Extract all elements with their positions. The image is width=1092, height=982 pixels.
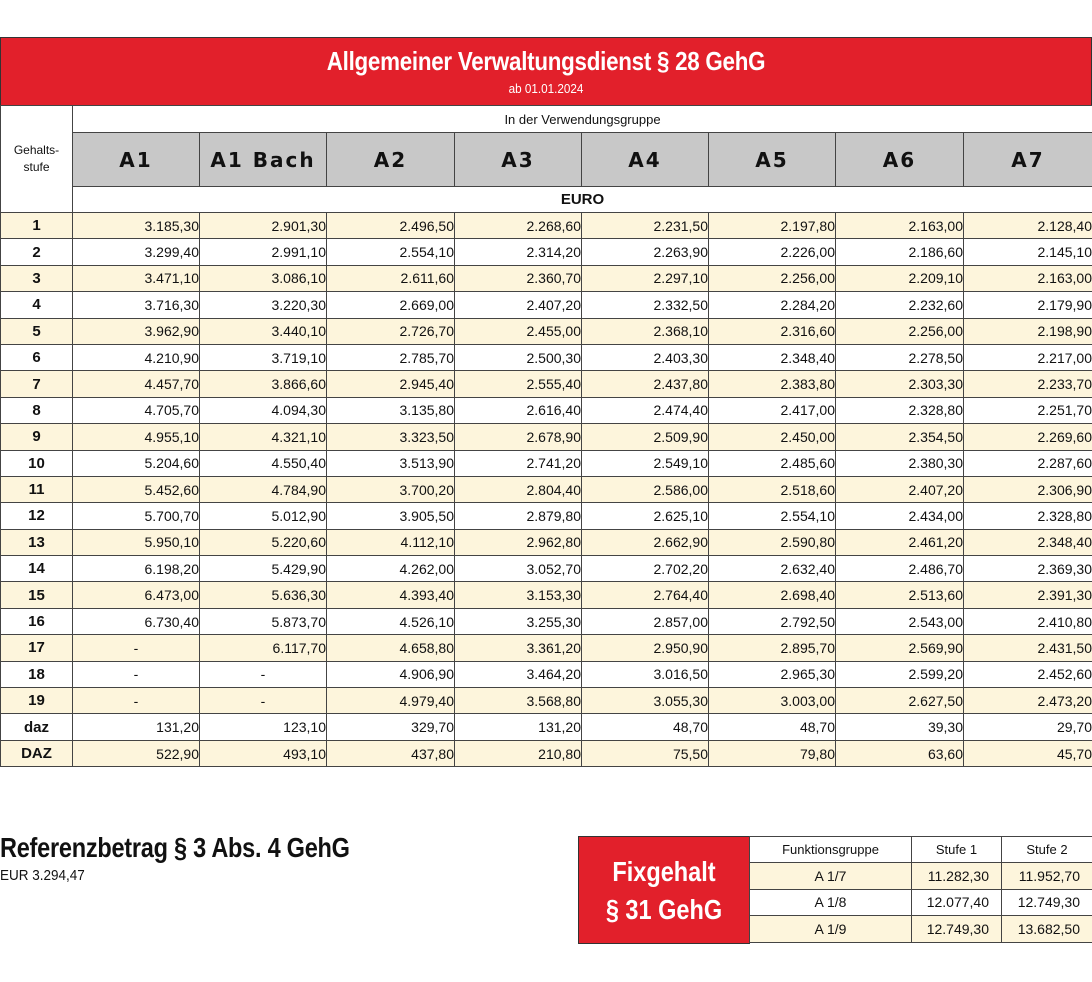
salary-cell: 2.163,00 — [964, 265, 1092, 291]
salary-cell: 5.873,70 — [200, 608, 327, 634]
salary-cell: 2.198,90 — [964, 318, 1092, 344]
group-header-cell: A2 — [327, 133, 455, 187]
salary-cell: 2.678,90 — [455, 424, 582, 450]
salary-cell: 2.945,40 — [327, 371, 455, 397]
salary-cell: 2.792,50 — [709, 608, 836, 634]
salary-cell: 3.719,10 — [200, 344, 327, 370]
salary-cell: 2.360,70 — [455, 265, 582, 291]
salary-cell: 45,70 — [964, 740, 1092, 766]
salary-cell: 2.554,10 — [709, 503, 836, 529]
salary-cell: 2.348,40 — [964, 529, 1092, 555]
salary-cell: 2.543,00 — [836, 608, 964, 634]
salary-cell: - — [73, 661, 200, 687]
salary-cell: 2.549,10 — [582, 450, 709, 476]
group-header-cell: A6 — [836, 133, 964, 187]
stufe-label: 13 — [1, 529, 73, 555]
valid-from-date: ab 01.01.2024 — [508, 81, 584, 96]
salary-cell: 5.700,70 — [73, 503, 200, 529]
salary-cell: 2.991,10 — [200, 239, 327, 265]
salary-cell: 3.185,30 — [73, 213, 200, 239]
salary-cell: 2.632,40 — [709, 556, 836, 582]
salary-cell: 2.217,00 — [964, 344, 1092, 370]
fixgehalt-stufe2-cell: 13.682,50 — [1002, 916, 1092, 943]
salary-cell: 2.611,60 — [327, 265, 455, 291]
salary-cell: 2.965,30 — [709, 661, 836, 687]
salary-cell: 2.226,00 — [709, 239, 836, 265]
salary-cell: 2.555,40 — [455, 371, 582, 397]
stufe-label: 2 — [1, 239, 73, 265]
salary-cell: 5.204,60 — [73, 450, 200, 476]
salary-cell: 2.509,90 — [582, 424, 709, 450]
salary-cell: 3.052,70 — [455, 556, 582, 582]
salary-cell: 4.210,90 — [73, 344, 200, 370]
fixgehalt-gruppe-cell: A 1/7 — [750, 863, 912, 890]
table-row — [1, 556, 1092, 582]
salary-cell: 2.500,30 — [455, 344, 582, 370]
salary-cell: 2.391,30 — [964, 582, 1092, 608]
salary-cell: 2.403,30 — [582, 344, 709, 370]
salary-cell: 2.901,30 — [200, 213, 327, 239]
salary-cell: 2.332,50 — [582, 292, 709, 318]
salary-cell: 437,80 — [327, 740, 455, 766]
group-header-row — [1, 133, 1092, 187]
salary-cell: 2.950,90 — [582, 635, 709, 661]
salary-cell: 2.256,00 — [836, 318, 964, 344]
salary-cell: 4.705,70 — [73, 397, 200, 423]
table-row — [1, 740, 1092, 766]
salary-cell: 2.306,90 — [964, 476, 1092, 502]
salary-cell: 3.055,30 — [582, 688, 709, 714]
salary-cell: - — [73, 688, 200, 714]
salary-cell: 3.464,20 — [455, 661, 582, 687]
salary-cell: 4.112,10 — [327, 529, 455, 555]
stufe-label: 17 — [1, 635, 73, 661]
stufe-label: 3 — [1, 265, 73, 291]
salary-table-body — [1, 213, 1092, 767]
salary-cell: 5.012,90 — [200, 503, 327, 529]
salary-cell: 522,90 — [73, 740, 200, 766]
fixgehalt-gruppe-cell: A 1/8 — [750, 889, 912, 916]
title-banner — [0, 37, 1092, 105]
salary-cell: 3.016,50 — [582, 661, 709, 687]
stufe-label: 4 — [1, 292, 73, 318]
group-header-cell: A7 — [964, 133, 1092, 187]
salary-cell: 2.431,50 — [964, 635, 1092, 661]
salary-cell: 3.153,30 — [455, 582, 582, 608]
salary-cell: 2.474,40 — [582, 397, 709, 423]
salary-cell: 5.220,60 — [200, 529, 327, 555]
salary-cell: 4.321,10 — [200, 424, 327, 450]
table-row — [1, 239, 1092, 265]
table-row — [1, 635, 1092, 661]
salary-cell: 2.455,00 — [455, 318, 582, 344]
salary-cell: 39,30 — [836, 714, 964, 740]
table-row — [1, 608, 1092, 634]
stufe-label: 7 — [1, 371, 73, 397]
stufe-column-header: Gehalts- stufe — [1, 106, 73, 213]
salary-cell: 3.361,20 — [455, 635, 582, 661]
group-header-cell: A1 — [73, 133, 200, 187]
group-header-cell: A3 — [455, 133, 582, 187]
salary-cell: 2.380,30 — [836, 450, 964, 476]
stufe-label: 10 — [1, 450, 73, 476]
salary-cell: 29,70 — [964, 714, 1092, 740]
salary-cell: 5.636,30 — [200, 582, 327, 608]
salary-cell: 2.287,60 — [964, 450, 1092, 476]
salary-cell: 2.369,30 — [964, 556, 1092, 582]
table-row — [1, 688, 1092, 714]
fixgehalt-row — [750, 863, 1092, 890]
table-row — [1, 529, 1092, 555]
referenzbetrag-value: EUR 3.294,47 — [0, 867, 85, 884]
salary-cell: 2.895,70 — [709, 635, 836, 661]
salary-cell: 493,10 — [200, 740, 327, 766]
salary-cell: 2.297,10 — [582, 265, 709, 291]
salary-cell: 2.496,50 — [327, 213, 455, 239]
salary-cell: 48,70 — [709, 714, 836, 740]
salary-cell: 2.314,20 — [455, 239, 582, 265]
stufe-label: 18 — [1, 661, 73, 687]
table-row — [1, 450, 1092, 476]
stufe-label: 6 — [1, 344, 73, 370]
salary-cell: 2.879,80 — [455, 503, 582, 529]
salary-cell: 6.730,40 — [73, 608, 200, 634]
salary-cell: 4.658,80 — [327, 635, 455, 661]
salary-cell: 3.471,10 — [73, 265, 200, 291]
stufe-label: 19 — [1, 688, 73, 714]
fixgehalt-label-box — [578, 836, 750, 944]
stufe-label: 1 — [1, 213, 73, 239]
salary-cell: 210,80 — [455, 740, 582, 766]
table-row — [1, 424, 1092, 450]
group-caption: In der Verwendungsgruppe — [73, 106, 1092, 133]
salary-cell: 2.186,60 — [836, 239, 964, 265]
salary-cell: 2.590,80 — [709, 529, 836, 555]
stufe-label: daz — [1, 714, 73, 740]
salary-cell: - — [200, 661, 327, 687]
fixgehalt-header-funktionsgruppe: Funktionsgruppe — [750, 837, 912, 863]
salary-cell: 2.316,60 — [709, 318, 836, 344]
fixgehalt-row — [750, 889, 1092, 916]
salary-cell: 2.702,20 — [582, 556, 709, 582]
salary-cell: 2.662,90 — [582, 529, 709, 555]
salary-cell: 2.452,60 — [964, 661, 1092, 687]
salary-cell: 48,70 — [582, 714, 709, 740]
table-row — [1, 292, 1092, 318]
salary-cell: 3.700,20 — [327, 476, 455, 502]
salary-cell: 2.486,70 — [836, 556, 964, 582]
salary-cell: 2.417,00 — [709, 397, 836, 423]
salary-cell: 329,70 — [327, 714, 455, 740]
salary-cell: 2.163,00 — [836, 213, 964, 239]
salary-cell: 131,20 — [73, 714, 200, 740]
salary-table — [0, 105, 1092, 767]
fixgehalt-stufe1-cell: 12.077,40 — [912, 889, 1002, 916]
salary-cell: 2.284,20 — [709, 292, 836, 318]
fixgehalt-row — [750, 916, 1092, 943]
salary-cell: 75,50 — [582, 740, 709, 766]
salary-cell: 2.233,70 — [964, 371, 1092, 397]
salary-cell: 5.950,10 — [73, 529, 200, 555]
salary-cell: 6.473,00 — [73, 582, 200, 608]
stufe-label: DAZ — [1, 740, 73, 766]
salary-cell: 2.857,00 — [582, 608, 709, 634]
salary-cell: 4.955,10 — [73, 424, 200, 450]
salary-cell: 2.407,20 — [455, 292, 582, 318]
table-row — [1, 213, 1092, 239]
salary-cell: 3.716,30 — [73, 292, 200, 318]
salary-cell: 2.518,60 — [709, 476, 836, 502]
salary-cell: 4.393,40 — [327, 582, 455, 608]
stufe-label: 16 — [1, 608, 73, 634]
salary-cell: 6.198,20 — [73, 556, 200, 582]
fixgehalt-block — [578, 836, 1092, 944]
salary-cell: 5.429,90 — [200, 556, 327, 582]
fixgehalt-label: Fixgehalt — [612, 856, 716, 887]
table-row — [1, 265, 1092, 291]
fixgehalt-stufe1-cell: 12.749,30 — [912, 916, 1002, 943]
salary-cell: 4.979,40 — [327, 688, 455, 714]
table-row — [1, 318, 1092, 344]
salary-cell: 4.094,30 — [200, 397, 327, 423]
salary-cell: 2.383,80 — [709, 371, 836, 397]
fixgehalt-stufe2-cell: 11.952,70 — [1002, 863, 1092, 890]
salary-cell: 4.457,70 — [73, 371, 200, 397]
salary-cell: 2.726,70 — [327, 318, 455, 344]
salary-cell: 6.117,70 — [200, 635, 327, 661]
fixgehalt-law-reference: § 31 GehG — [605, 894, 723, 925]
salary-cell: 2.303,30 — [836, 371, 964, 397]
stufe-label: 15 — [1, 582, 73, 608]
salary-cell: 2.328,80 — [964, 503, 1092, 529]
salary-cell: 2.231,50 — [582, 213, 709, 239]
salary-cell: 2.128,40 — [964, 213, 1092, 239]
salary-cell: 2.437,80 — [582, 371, 709, 397]
salary-cell: 79,80 — [709, 740, 836, 766]
group-header-cell: A5 — [709, 133, 836, 187]
salary-cell: 2.209,10 — [836, 265, 964, 291]
salary-cell: 2.586,00 — [582, 476, 709, 502]
salary-cell: 2.251,70 — [964, 397, 1092, 423]
salary-cell: 3.086,10 — [200, 265, 327, 291]
salary-cell: 3.513,90 — [327, 450, 455, 476]
salary-cell: 2.962,80 — [455, 529, 582, 555]
salary-cell: 2.569,90 — [836, 635, 964, 661]
salary-cell: 2.741,20 — [455, 450, 582, 476]
salary-cell: 2.348,40 — [709, 344, 836, 370]
referenzbetrag-heading: Referenzbetrag § 3 Abs. 4 GehG — [0, 832, 350, 863]
salary-cell: 3.866,60 — [200, 371, 327, 397]
salary-cell: 123,10 — [200, 714, 327, 740]
salary-cell: 3.135,80 — [327, 397, 455, 423]
salary-cell: 2.485,60 — [709, 450, 836, 476]
salary-cell: 2.197,80 — [709, 213, 836, 239]
table-row — [1, 371, 1092, 397]
salary-cell: 4.784,90 — [200, 476, 327, 502]
salary-cell: 2.145,10 — [964, 239, 1092, 265]
salary-cell: 2.616,40 — [455, 397, 582, 423]
salary-cell: 131,20 — [455, 714, 582, 740]
salary-cell: - — [200, 688, 327, 714]
salary-cell: 3.323,50 — [327, 424, 455, 450]
stufe-label: 12 — [1, 503, 73, 529]
salary-cell: 2.764,40 — [582, 582, 709, 608]
salary-cell: 2.554,10 — [327, 239, 455, 265]
stufe-label: 8 — [1, 397, 73, 423]
salary-cell: 2.513,60 — [836, 582, 964, 608]
group-header-cell: A1 Bach — [200, 133, 327, 187]
fixgehalt-gruppe-cell: A 1/9 — [750, 916, 912, 943]
stufe-label: 9 — [1, 424, 73, 450]
table-row — [1, 582, 1092, 608]
table-row — [1, 503, 1092, 529]
salary-cell: 2.599,20 — [836, 661, 964, 687]
salary-cell: 3.440,10 — [200, 318, 327, 344]
salary-cell: 3.299,40 — [73, 239, 200, 265]
page-title: Allgemeiner Verwaltungsdienst § 28 GehG — [326, 46, 766, 76]
stufe-label: 11 — [1, 476, 73, 502]
table-row — [1, 476, 1092, 502]
salary-cell: 2.407,20 — [836, 476, 964, 502]
salary-cell: 4.550,40 — [200, 450, 327, 476]
fixgehalt-table-body — [750, 863, 1092, 943]
salary-cell: 2.434,00 — [836, 503, 964, 529]
salary-cell: 3.905,50 — [327, 503, 455, 529]
table-row — [1, 397, 1092, 423]
salary-cell: 63,60 — [836, 740, 964, 766]
salary-cell: - — [73, 635, 200, 661]
fixgehalt-stufe2-cell: 12.749,30 — [1002, 889, 1092, 916]
salary-cell: 2.269,60 — [964, 424, 1092, 450]
referenzbetrag-block — [0, 832, 416, 884]
salary-cell: 4.526,10 — [327, 608, 455, 634]
salary-cell: 2.473,20 — [964, 688, 1092, 714]
salary-cell: 2.256,00 — [709, 265, 836, 291]
salary-cell: 2.410,80 — [964, 608, 1092, 634]
salary-cell: 2.268,60 — [455, 213, 582, 239]
salary-cell: 5.452,60 — [73, 476, 200, 502]
fixgehalt-header-stufe1: Stufe 1 — [912, 837, 1002, 863]
salary-cell: 3.962,90 — [73, 318, 200, 344]
salary-cell: 2.354,50 — [836, 424, 964, 450]
fixgehalt-stufe1-cell: 11.282,30 — [912, 863, 1002, 890]
table-row — [1, 661, 1092, 687]
table-row — [1, 714, 1092, 740]
salary-table-section — [0, 37, 1092, 767]
salary-cell: 2.263,90 — [582, 239, 709, 265]
currency-header: EURO — [73, 187, 1092, 213]
salary-cell: 3.255,30 — [455, 608, 582, 634]
salary-cell: 2.627,50 — [836, 688, 964, 714]
salary-cell: 2.232,60 — [836, 292, 964, 318]
table-row — [1, 344, 1092, 370]
salary-cell: 2.669,00 — [327, 292, 455, 318]
salary-cell: 2.179,90 — [964, 292, 1092, 318]
salary-cell: 2.368,10 — [582, 318, 709, 344]
salary-cell: 3.568,80 — [455, 688, 582, 714]
salary-cell: 2.625,10 — [582, 503, 709, 529]
salary-cell: 4.906,90 — [327, 661, 455, 687]
salary-cell: 2.450,00 — [709, 424, 836, 450]
stufe-label: 5 — [1, 318, 73, 344]
stufe-label: 14 — [1, 556, 73, 582]
salary-cell: 2.804,40 — [455, 476, 582, 502]
salary-cell: 2.328,80 — [836, 397, 964, 423]
salary-cell: 2.785,70 — [327, 344, 455, 370]
salary-cell: 4.262,00 — [327, 556, 455, 582]
group-header-cell: A4 — [582, 133, 709, 187]
salary-cell: 3.220,30 — [200, 292, 327, 318]
salary-cell: 3.003,00 — [709, 688, 836, 714]
salary-cell: 2.461,20 — [836, 529, 964, 555]
fixgehalt-header-stufe2: Stufe 2 — [1002, 837, 1092, 863]
salary-cell: 2.278,50 — [836, 344, 964, 370]
salary-cell: 2.698,40 — [709, 582, 836, 608]
fixgehalt-table — [749, 836, 1092, 943]
